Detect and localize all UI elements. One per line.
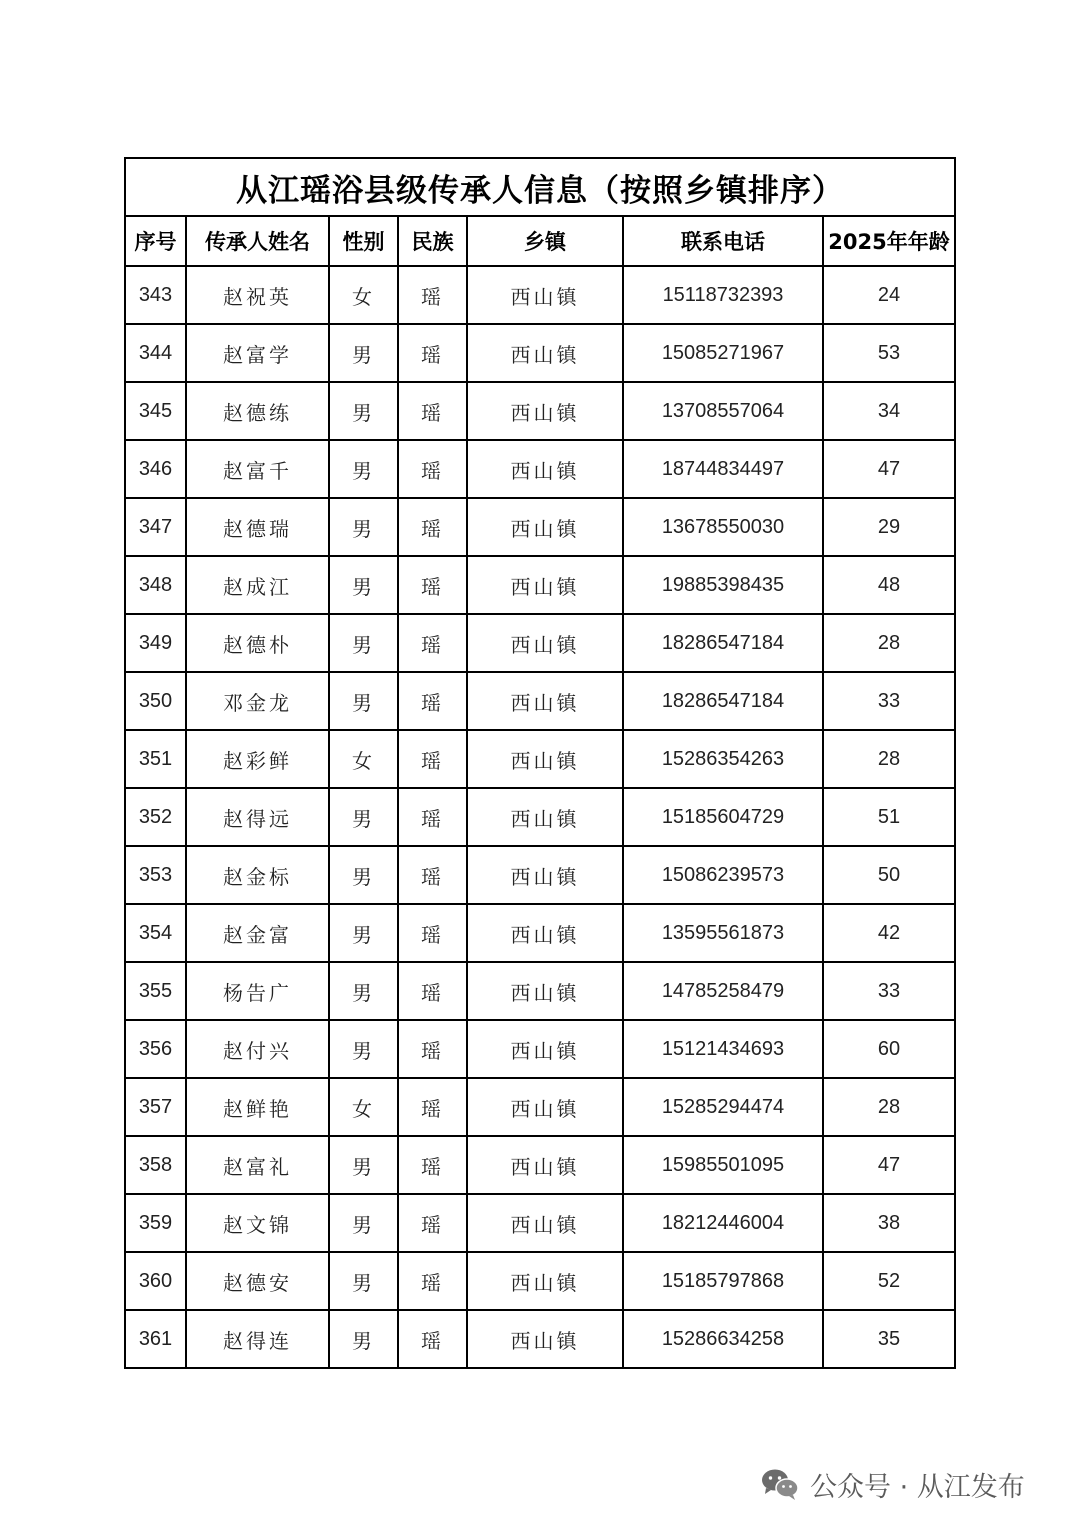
table-row [125, 324, 955, 382]
cell-gender: 男 [329, 614, 398, 672]
cell-ethnicity: 瑶 [398, 382, 467, 440]
cell-phone: 18212446004 [623, 1194, 823, 1252]
cell-gender: 男 [329, 1310, 398, 1368]
column-header-town: 乡镇 [467, 216, 623, 266]
table-row [125, 266, 955, 324]
table-body [125, 266, 955, 1368]
cell-no: 353 [125, 846, 186, 904]
table-row [125, 614, 955, 672]
heritage-inheritors-table [124, 157, 956, 1369]
cell-town: 西山镇 [467, 440, 623, 498]
cell-age: 48 [823, 556, 955, 614]
table-row [125, 556, 955, 614]
cell-ethnicity: 瑶 [398, 962, 467, 1020]
column-header-row [125, 216, 955, 266]
cell-name: 赵祝英 [186, 266, 329, 324]
cell-phone: 15086239573 [623, 846, 823, 904]
table-row [125, 1136, 955, 1194]
table-row [125, 788, 955, 846]
cell-town: 西山镇 [467, 1078, 623, 1136]
cell-gender: 男 [329, 1194, 398, 1252]
cell-no: 361 [125, 1310, 186, 1368]
table-row [125, 1078, 955, 1136]
cell-name: 赵德练 [186, 382, 329, 440]
cell-ethnicity: 瑶 [398, 266, 467, 324]
column-header-name: 传承人姓名 [186, 216, 329, 266]
cell-town: 西山镇 [467, 1020, 623, 1078]
cell-age: 35 [823, 1310, 955, 1368]
cell-phone: 15185797868 [623, 1252, 823, 1310]
cell-no: 355 [125, 962, 186, 1020]
cell-no: 357 [125, 1078, 186, 1136]
cell-no: 347 [125, 498, 186, 556]
cell-name: 赵彩鲜 [186, 730, 329, 788]
cell-phone: 18286547184 [623, 614, 823, 672]
cell-no: 354 [125, 904, 186, 962]
cell-no: 360 [125, 1252, 186, 1310]
cell-name: 邓金龙 [186, 672, 329, 730]
cell-ethnicity: 瑶 [398, 324, 467, 382]
cell-age: 38 [823, 1194, 955, 1252]
cell-age: 28 [823, 614, 955, 672]
table-row [125, 962, 955, 1020]
column-header-gender: 性别 [329, 216, 398, 266]
cell-ethnicity: 瑶 [398, 498, 467, 556]
cell-name: 赵金富 [186, 904, 329, 962]
cell-ethnicity: 瑶 [398, 1020, 467, 1078]
cell-age: 24 [823, 266, 955, 324]
cell-no: 358 [125, 1136, 186, 1194]
cell-ethnicity: 瑶 [398, 730, 467, 788]
cell-gender: 女 [329, 266, 398, 324]
cell-phone: 18286547184 [623, 672, 823, 730]
column-header-ethnicity: 民族 [398, 216, 467, 266]
cell-age: 33 [823, 672, 955, 730]
cell-age: 28 [823, 1078, 955, 1136]
cell-gender: 男 [329, 382, 398, 440]
cell-phone: 19885398435 [623, 556, 823, 614]
table-row [125, 498, 955, 556]
cell-town: 西山镇 [467, 382, 623, 440]
table-row [125, 904, 955, 962]
cell-gender: 男 [329, 1136, 398, 1194]
cell-no: 349 [125, 614, 186, 672]
cell-gender: 男 [329, 846, 398, 904]
cell-phone: 13595561873 [623, 904, 823, 962]
cell-name: 赵德安 [186, 1252, 329, 1310]
cell-gender: 男 [329, 962, 398, 1020]
cell-ethnicity: 瑶 [398, 1194, 467, 1252]
cell-ethnicity: 瑶 [398, 1310, 467, 1368]
table-row [125, 1252, 955, 1310]
cell-phone: 15285294474 [623, 1078, 823, 1136]
table-row [125, 382, 955, 440]
table-row [125, 1194, 955, 1252]
cell-ethnicity: 瑶 [398, 440, 467, 498]
cell-ethnicity: 瑶 [398, 1136, 467, 1194]
table-row [125, 672, 955, 730]
cell-phone: 15185604729 [623, 788, 823, 846]
cell-town: 西山镇 [467, 1194, 623, 1252]
table-row [125, 440, 955, 498]
cell-town: 西山镇 [467, 556, 623, 614]
cell-ethnicity: 瑶 [398, 672, 467, 730]
cell-age: 53 [823, 324, 955, 382]
cell-name: 杨告广 [186, 962, 329, 1020]
cell-name: 赵富礼 [186, 1136, 329, 1194]
cell-ethnicity: 瑶 [398, 788, 467, 846]
cell-age: 33 [823, 962, 955, 1020]
cell-gender: 男 [329, 788, 398, 846]
cell-name: 赵德瑞 [186, 498, 329, 556]
cell-town: 西山镇 [467, 1310, 623, 1368]
cell-no: 359 [125, 1194, 186, 1252]
cell-phone: 18744834497 [623, 440, 823, 498]
table-title: 从江瑶浴县级传承人信息（按照乡镇排序） [125, 158, 955, 216]
cell-gender: 女 [329, 730, 398, 788]
cell-ethnicity: 瑶 [398, 556, 467, 614]
cell-ethnicity: 瑶 [398, 846, 467, 904]
cell-age: 34 [823, 382, 955, 440]
cell-gender: 男 [329, 440, 398, 498]
cell-no: 346 [125, 440, 186, 498]
cell-no: 351 [125, 730, 186, 788]
cell-name: 赵得连 [186, 1310, 329, 1368]
cell-town: 西山镇 [467, 324, 623, 382]
cell-gender: 男 [329, 672, 398, 730]
cell-no: 356 [125, 1020, 186, 1078]
table-row [125, 1020, 955, 1078]
cell-phone: 13708557064 [623, 382, 823, 440]
cell-phone: 15985501095 [623, 1136, 823, 1194]
cell-age: 29 [823, 498, 955, 556]
cell-phone: 13678550030 [623, 498, 823, 556]
cell-town: 西山镇 [467, 672, 623, 730]
cell-gender: 男 [329, 1252, 398, 1310]
cell-town: 西山镇 [467, 962, 623, 1020]
table-row [125, 1310, 955, 1368]
cell-town: 西山镇 [467, 788, 623, 846]
table-row [125, 730, 955, 788]
cell-name: 赵富千 [186, 440, 329, 498]
cell-ethnicity: 瑶 [398, 614, 467, 672]
cell-ethnicity: 瑶 [398, 904, 467, 962]
column-header-no: 序号 [125, 216, 186, 266]
column-header-age: 2025年年龄 [823, 216, 955, 266]
cell-no: 344 [125, 324, 186, 382]
wechat-watermark [760, 1462, 1025, 1506]
cell-phone: 14785258479 [623, 962, 823, 1020]
cell-ethnicity: 瑶 [398, 1078, 467, 1136]
cell-name: 赵鲜艳 [186, 1078, 329, 1136]
cell-no: 352 [125, 788, 186, 846]
cell-age: 47 [823, 440, 955, 498]
cell-name: 赵德朴 [186, 614, 329, 672]
cell-gender: 男 [329, 1020, 398, 1078]
cell-no: 348 [125, 556, 186, 614]
cell-age: 42 [823, 904, 955, 962]
cell-gender: 女 [329, 1078, 398, 1136]
cell-name: 赵得远 [186, 788, 329, 846]
cell-phone: 15121434693 [623, 1020, 823, 1078]
cell-no: 343 [125, 266, 186, 324]
table-row [125, 846, 955, 904]
cell-name: 赵富学 [186, 324, 329, 382]
column-header-phone: 联系电话 [623, 216, 823, 266]
cell-age: 50 [823, 846, 955, 904]
cell-phone: 15118732393 [623, 266, 823, 324]
cell-age: 60 [823, 1020, 955, 1078]
cell-town: 西山镇 [467, 1252, 623, 1310]
cell-no: 345 [125, 382, 186, 440]
cell-town: 西山镇 [467, 730, 623, 788]
cell-gender: 男 [329, 498, 398, 556]
cell-town: 西山镇 [467, 614, 623, 672]
cell-phone: 15085271967 [623, 324, 823, 382]
cell-no: 350 [125, 672, 186, 730]
cell-town: 西山镇 [467, 1136, 623, 1194]
cell-name: 赵金标 [186, 846, 329, 904]
cell-age: 28 [823, 730, 955, 788]
watermark-text: 公众号 · 从江发布 [810, 1471, 1025, 1503]
cell-name: 赵文锦 [186, 1194, 329, 1252]
cell-name: 赵成江 [186, 556, 329, 614]
cell-age: 52 [823, 1252, 955, 1310]
cell-town: 西山镇 [467, 904, 623, 962]
cell-phone: 15286634258 [623, 1310, 823, 1368]
cell-gender: 男 [329, 904, 398, 962]
cell-age: 51 [823, 788, 955, 846]
cell-age: 47 [823, 1136, 955, 1194]
cell-ethnicity: 瑶 [398, 1252, 467, 1310]
cell-gender: 男 [329, 324, 398, 382]
wechat-icon [760, 1467, 800, 1501]
cell-phone: 15286354263 [623, 730, 823, 788]
cell-town: 西山镇 [467, 266, 623, 324]
cell-name: 赵付兴 [186, 1020, 329, 1078]
cell-gender: 男 [329, 556, 398, 614]
cell-town: 西山镇 [467, 498, 623, 556]
cell-town: 西山镇 [467, 846, 623, 904]
